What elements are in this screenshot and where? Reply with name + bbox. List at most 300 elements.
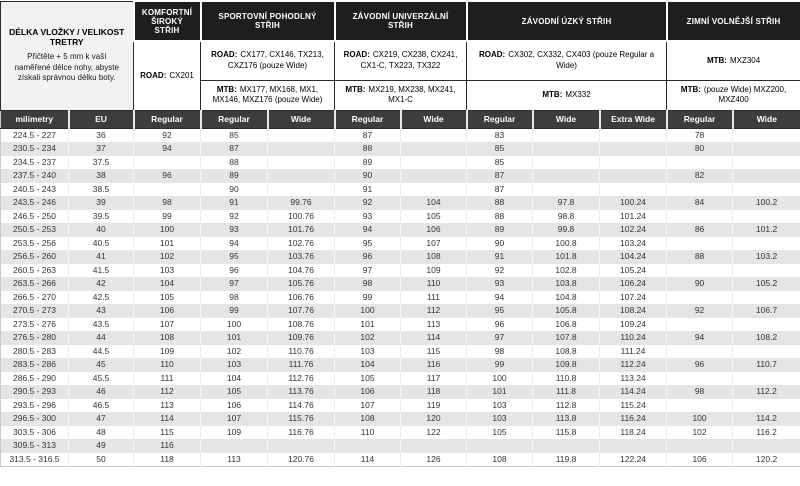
size-value-cell: 120 <box>401 412 467 426</box>
size-value-cell: 113 <box>401 318 467 332</box>
size-value-cell: 106 <box>401 223 467 237</box>
size-value-cell: 87 <box>335 128 401 142</box>
size-value-cell: 110.24 <box>600 331 667 345</box>
eu-size-cell: 49 <box>69 439 134 453</box>
table-row <box>1 426 800 440</box>
mm-range-cell: 263.5 - 266 <box>1 277 69 291</box>
size-value-cell: 98 <box>467 345 533 359</box>
size-value-cell: 103.24 <box>600 237 667 251</box>
table-row <box>1 345 800 359</box>
model-list: CX201 <box>169 70 194 80</box>
size-value-cell: 106.76 <box>268 291 335 305</box>
model-list: CX219, CX238, CX241, CX1-C, TX223, TX322 <box>360 50 458 70</box>
size-value-cell: 96 <box>134 169 201 183</box>
mm-range-cell: 240.5 - 243 <box>1 183 69 197</box>
size-value-cell: 115.24 <box>600 399 667 413</box>
eu-size-cell: 42.5 <box>69 291 134 305</box>
size-value-cell: 102 <box>667 426 733 440</box>
size-value-cell: 108 <box>467 453 533 467</box>
models-sport-road <box>201 41 335 80</box>
size-value-cell <box>533 169 600 183</box>
size-value-cell: 103 <box>467 399 533 413</box>
size-value-cell: 99 <box>467 358 533 372</box>
size-value-cell: 113.76 <box>268 385 335 399</box>
subheader-fit-regular: Regular <box>667 110 733 128</box>
size-value-cell <box>667 399 733 413</box>
eu-size-cell: 45 <box>69 358 134 372</box>
models-winter-mtb <box>667 41 800 80</box>
mm-range-cell: 237.5 - 240 <box>1 169 69 183</box>
table-row <box>1 291 800 305</box>
size-value-cell: 113.24 <box>600 372 667 386</box>
size-value-cell: 107 <box>335 399 401 413</box>
mm-range-cell: 260.5 - 263 <box>1 264 69 278</box>
size-value-cell <box>733 210 800 224</box>
size-value-cell <box>667 372 733 386</box>
size-value-cell: 104.8 <box>533 291 600 305</box>
table-row <box>1 250 800 264</box>
size-value-cell: 98 <box>134 196 201 210</box>
size-value-cell: 116 <box>134 439 201 453</box>
subheader-fit-wide: Wide <box>733 110 800 128</box>
size-value-cell: 111.76 <box>268 358 335 372</box>
size-value-cell: 119 <box>401 399 467 413</box>
size-value-cell: 114.76 <box>268 399 335 413</box>
size-value-cell <box>733 399 800 413</box>
size-value-cell: 106.8 <box>533 318 600 332</box>
insole-info-cell <box>1 1 134 110</box>
size-value-cell: 116.24 <box>600 412 667 426</box>
size-value-cell <box>401 156 467 170</box>
size-value-cell: 110 <box>134 358 201 372</box>
size-value-cell: 101.8 <box>533 250 600 264</box>
size-value-cell: 104 <box>401 196 467 210</box>
size-value-cell: 105 <box>401 210 467 224</box>
eu-size-cell: 41 <box>69 250 134 264</box>
size-value-cell: 108.2 <box>733 331 800 345</box>
size-value-cell <box>733 372 800 386</box>
size-value-cell: 110.7 <box>733 358 800 372</box>
size-value-cell <box>600 169 667 183</box>
size-value-cell <box>401 439 467 453</box>
size-value-cell <box>733 291 800 305</box>
size-value-cell: 102 <box>134 250 201 264</box>
size-value-cell: 94 <box>467 291 533 305</box>
size-value-cell: 90 <box>667 277 733 291</box>
size-value-cell <box>733 318 800 332</box>
table-row <box>1 223 800 237</box>
table-row <box>1 358 800 372</box>
table-row <box>1 128 800 142</box>
size-value-cell: 116 <box>401 358 467 372</box>
eu-size-cell: 46 <box>69 385 134 399</box>
size-value-cell: 106 <box>667 453 733 467</box>
size-value-cell: 110.8 <box>533 372 600 386</box>
table-row <box>1 318 800 332</box>
size-value-cell: 80 <box>667 142 733 156</box>
size-value-cell: 101.2 <box>733 223 800 237</box>
table-row <box>1 439 800 453</box>
size-value-cell: 111 <box>401 291 467 305</box>
size-value-cell: 101.24 <box>600 210 667 224</box>
size-value-cell: 105 <box>134 291 201 305</box>
size-value-cell <box>667 237 733 251</box>
size-value-cell: 95 <box>467 304 533 318</box>
size-value-cell: 102.76 <box>268 237 335 251</box>
eu-size-cell: 41.5 <box>69 264 134 278</box>
size-value-cell: 110 <box>401 277 467 291</box>
subheader-fit-regular: Regular <box>467 110 533 128</box>
table-row <box>1 169 800 183</box>
models-narrow-mtb <box>467 80 667 110</box>
size-value-cell: 82 <box>667 169 733 183</box>
size-value-cell <box>268 183 335 197</box>
mm-range-cell: 234.5 - 237 <box>1 156 69 170</box>
size-value-cell: 103 <box>134 264 201 278</box>
mm-range-cell: 286.5 - 290 <box>1 372 69 386</box>
size-value-cell: 104 <box>201 372 268 386</box>
model-prefix: ROAD: <box>343 50 370 60</box>
size-value-cell: 93 <box>467 277 533 291</box>
eu-size-cell: 42 <box>69 277 134 291</box>
size-value-cell <box>600 183 667 197</box>
size-value-cell <box>467 439 533 453</box>
size-value-cell: 91 <box>201 196 268 210</box>
size-value-cell: 87 <box>201 142 268 156</box>
size-value-cell: 91 <box>467 250 533 264</box>
size-value-cell: 90 <box>335 169 401 183</box>
size-value-cell: 103.8 <box>533 277 600 291</box>
size-value-cell: 109 <box>401 264 467 278</box>
mm-range-cell: 253.5 - 256 <box>1 237 69 251</box>
size-value-cell: 109 <box>201 426 268 440</box>
model-list: MX332 <box>565 89 591 99</box>
size-value-cell: 98 <box>335 277 401 291</box>
size-value-cell: 100 <box>335 304 401 318</box>
model-list: MX219, MX238, MX241, MX1-C <box>368 84 456 104</box>
size-value-cell: 114 <box>335 453 401 467</box>
size-value-cell <box>667 156 733 170</box>
size-value-cell: 88 <box>467 210 533 224</box>
size-value-cell: 109 <box>134 345 201 359</box>
size-value-cell <box>667 210 733 224</box>
size-value-cell: 103 <box>335 345 401 359</box>
size-value-cell <box>733 345 800 359</box>
size-value-cell: 92 <box>335 196 401 210</box>
size-value-cell: 103.76 <box>268 250 335 264</box>
subheader-millimeters: milimetry <box>1 110 69 128</box>
size-value-cell: 112.2 <box>733 385 800 399</box>
size-value-cell: 100 <box>134 223 201 237</box>
size-value-cell: 108.8 <box>533 345 600 359</box>
size-value-cell: 109.76 <box>268 331 335 345</box>
eu-size-cell: 39 <box>69 196 134 210</box>
model-prefix: MTB: <box>542 89 563 99</box>
eu-size-cell: 43.5 <box>69 318 134 332</box>
category-race-narrow: ZÁVODNÍ ÚZKÝ STŘIH <box>467 1 667 41</box>
size-value-cell: 96 <box>201 264 268 278</box>
size-value-cell: 100.2 <box>733 196 800 210</box>
size-value-cell <box>268 142 335 156</box>
table-row <box>1 372 800 386</box>
mm-range-cell: 250.5 - 253 <box>1 223 69 237</box>
size-value-cell: 111 <box>134 372 201 386</box>
size-value-cell: 103 <box>467 412 533 426</box>
size-value-cell: 102 <box>335 331 401 345</box>
size-value-cell <box>733 439 800 453</box>
size-value-cell: 108.76 <box>268 318 335 332</box>
size-value-cell: 89 <box>335 156 401 170</box>
size-value-cell <box>600 156 667 170</box>
table-row <box>1 156 800 170</box>
size-value-cell: 113 <box>134 399 201 413</box>
subheader-row <box>1 110 800 128</box>
mm-range-cell: 230.5 - 234 <box>1 142 69 156</box>
size-value-cell: 92 <box>201 210 268 224</box>
category-sport-comfort: SPORTOVNÍ POHODLNÝ STŘIH <box>201 1 335 41</box>
size-value-cell <box>733 142 800 156</box>
size-value-cell <box>134 156 201 170</box>
size-value-cell: 111.8 <box>533 385 600 399</box>
eu-size-cell: 45.5 <box>69 372 134 386</box>
size-value-cell <box>533 183 600 197</box>
mm-range-cell: 270.5 - 273 <box>1 304 69 318</box>
model-list: CX302, CX332, CX403 (pouze Regular a Wide) <box>508 50 655 70</box>
size-value-cell: 97.8 <box>533 196 600 210</box>
size-value-cell <box>733 156 800 170</box>
size-value-cell: 104.76 <box>268 264 335 278</box>
size-value-cell: 120.2 <box>755 453 778 464</box>
size-value-cell <box>533 156 600 170</box>
size-value-cell: 106 <box>134 304 201 318</box>
table-row <box>1 453 800 467</box>
size-value-cell: 102.8 <box>533 264 600 278</box>
eu-size-cell: 46.5 <box>69 399 134 413</box>
size-value-cell: 115 <box>134 426 201 440</box>
mm-range-cell: 243.5 - 246 <box>1 196 69 210</box>
insole-info-title: DÉLKA VLOŽKY / VELIKOST TRETRY <box>9 26 125 47</box>
size-value-cell: 100.8 <box>533 237 600 251</box>
mm-range-cell: 224.5 - 227 <box>1 128 69 142</box>
size-value-cell: 96 <box>335 250 401 264</box>
size-value-cell <box>600 128 667 142</box>
size-value-cell <box>667 291 733 305</box>
size-value-cell: 87 <box>467 183 533 197</box>
subheader-fit-regular: Regular <box>201 110 268 128</box>
model-list: CX177, CX146, TX213, CXZ176 (pouze Wide) <box>227 50 324 70</box>
size-value-cell <box>667 439 733 453</box>
size-value-cell: 101.76 <box>268 223 335 237</box>
size-value-cell: 90 <box>467 237 533 251</box>
mm-range-cell: 303.5 - 306 <box>1 426 69 440</box>
size-value-cell: 83 <box>467 128 533 142</box>
size-value-cell: 115 <box>401 345 467 359</box>
size-value-cell: 103 <box>201 358 268 372</box>
size-value-cell: 95 <box>201 250 268 264</box>
size-value-cell: 114.2 <box>733 412 800 426</box>
mm-range-cell: 280.5 - 283 <box>1 345 69 359</box>
size-value-cell: 106.7 <box>733 304 800 318</box>
size-value-cell <box>268 439 335 453</box>
size-value-cell <box>401 183 467 197</box>
size-value-cell: 105.24 <box>600 264 667 278</box>
size-value-cell: 94 <box>335 223 401 237</box>
model-prefix: MTB: <box>706 55 727 65</box>
table-row <box>1 385 800 399</box>
size-value-cell: 99 <box>134 210 201 224</box>
size-value-cell: 104 <box>134 277 201 291</box>
table-row <box>1 304 800 318</box>
table-row <box>1 399 800 413</box>
eu-size-cell: 38 <box>69 169 134 183</box>
eu-size-cell: 38.5 <box>69 183 134 197</box>
model-list: (pouze Wide) MXZ200, MXZ400 <box>703 84 787 104</box>
size-value-cell: 95 <box>335 237 401 251</box>
size-value-cell: 119.8 <box>533 453 600 467</box>
size-value-cell: 113 <box>201 453 268 467</box>
eu-size-cell: 36 <box>69 128 134 142</box>
size-value-cell <box>533 439 600 453</box>
size-value-cell: 98 <box>201 291 268 305</box>
size-value-cell <box>401 128 467 142</box>
size-value-cell: 105.76 <box>268 277 335 291</box>
size-value-cell: 116.2 <box>756 426 777 437</box>
size-value-cell: 89 <box>467 223 533 237</box>
table-row <box>1 196 800 210</box>
eu-size-cell: 40.5 <box>69 237 134 251</box>
insole-info-description: Přičtěte + 5 mm k vaší naměřené délce nohy, abyste získali správnou délku boty. <box>14 51 119 83</box>
size-value-cell <box>268 156 335 170</box>
size-value-cell: 94 <box>667 331 733 345</box>
size-value-cell: 113.8 <box>533 412 600 426</box>
size-value-cell: 118 <box>401 385 467 399</box>
table-row <box>1 277 800 291</box>
size-value-cell: 107 <box>134 318 201 332</box>
model-prefix: ROAD: <box>478 50 506 60</box>
size-value-cell: 110 <box>335 426 401 440</box>
table-row <box>1 210 800 224</box>
size-value-cell: 85 <box>201 128 268 142</box>
mm-range-cell: 296.5 - 300 <box>1 412 69 426</box>
model-prefix: MTB: <box>680 84 701 94</box>
size-value-cell: 84 <box>667 196 733 210</box>
size-value-cell: 115.76 <box>268 412 335 426</box>
size-value-cell: 106 <box>335 385 401 399</box>
size-value-cell: 107 <box>401 237 467 251</box>
size-value-cell: 112.24 <box>600 358 667 372</box>
subheader-eu: EU <box>69 110 134 128</box>
category-winter-loose: ZIMNÍ VOLNĚJŠÍ STŘIH <box>667 1 800 41</box>
size-value-cell: 87 <box>467 169 533 183</box>
size-value-cell <box>533 142 600 156</box>
size-value-cell <box>667 264 733 278</box>
model-prefix: ROAD: <box>211 50 238 60</box>
size-value-cell: 117 <box>401 372 467 386</box>
size-value-cell <box>268 128 335 142</box>
size-value-cell: 94 <box>134 142 201 156</box>
size-value-cell: 96 <box>667 358 733 372</box>
size-value-cell: 114 <box>401 331 467 345</box>
size-value-cell <box>134 183 201 197</box>
models-comfort <box>134 41 201 110</box>
size-value-cell <box>201 439 268 453</box>
size-value-cell <box>401 142 467 156</box>
size-value-cell <box>600 439 667 453</box>
mm-range-cell: 256.5 - 260 <box>1 250 69 264</box>
size-value-cell: 108.24 <box>600 304 667 318</box>
size-value-cell: 78 <box>667 128 733 142</box>
size-value-cell: 118 <box>134 453 201 467</box>
size-value-cell: 92 <box>667 304 733 318</box>
mm-range-cell: 246.5 - 250 <box>1 210 69 224</box>
size-value-cell <box>268 169 335 183</box>
size-value-cell <box>401 169 467 183</box>
model-list: MX177, MX168, MX1, MX146, MXZ176 (pouze Wide) <box>212 84 323 104</box>
size-value-cell: 112.76 <box>268 372 335 386</box>
size-value-cell: 92 <box>134 128 201 142</box>
size-value-cell: 104 <box>335 358 401 372</box>
table-row <box>1 331 800 345</box>
size-value-cell: 109.8 <box>533 358 600 372</box>
size-value-cell: 97 <box>467 331 533 345</box>
size-value-cell: 107.24 <box>600 291 667 305</box>
model-prefix: ROAD: <box>140 70 167 80</box>
size-value-cell: 88 <box>467 196 533 210</box>
size-value-cell: 111.24 <box>600 345 667 359</box>
size-value-cell: 85 <box>467 156 533 170</box>
size-value-cell: 120.76 <box>268 453 335 467</box>
size-value-cell: 97 <box>201 277 268 291</box>
size-value-cell: 108 <box>401 250 467 264</box>
models-universal-road <box>335 41 467 80</box>
size-value-cell: 105.8 <box>533 304 600 318</box>
mm-range-cell: 273.5 - 276 <box>1 318 69 332</box>
eu-size-cell: 50 <box>69 453 134 467</box>
size-value-cell: 93 <box>201 223 268 237</box>
size-value-cell <box>733 169 800 183</box>
mm-range-cell: 293.5 - 296 <box>1 399 69 413</box>
size-value-cell: 101 <box>201 331 268 345</box>
size-value-cell: 100 <box>201 318 268 332</box>
size-value-cell: 86 <box>667 223 733 237</box>
size-value-cell <box>667 345 733 359</box>
size-value-cell: 114 <box>134 412 201 426</box>
models-narrow-road <box>467 41 667 80</box>
category-comfort-wide: KOMFORTNÍ ŠIROKÝ STŘIH <box>134 1 201 41</box>
size-value-cell: 93 <box>335 210 401 224</box>
size-value-cell: 108 <box>335 412 401 426</box>
size-value-cell: 97 <box>335 264 401 278</box>
size-value-cell <box>667 318 733 332</box>
table-row <box>1 264 800 278</box>
models-sport-mtb <box>201 80 335 110</box>
table-row <box>1 237 800 251</box>
size-value-cell: 89 <box>201 169 268 183</box>
size-value-cell: 114.24 <box>600 385 667 399</box>
size-rows <box>1 128 800 467</box>
size-value-cell: 85 <box>467 142 533 156</box>
eu-size-cell: 37 <box>69 142 134 156</box>
table-row <box>1 142 800 156</box>
size-value-cell: 92 <box>467 264 533 278</box>
size-value-cell: 112 <box>401 304 467 318</box>
size-value-cell: 100.24 <box>600 196 667 210</box>
mm-range-cell: 266.5 - 270 <box>1 291 69 305</box>
category-race-universal: ZÁVODNÍ UNIVERZÁLNÍ STŘIH <box>335 1 467 41</box>
size-value-cell: 106.24 <box>600 277 667 291</box>
size-value-cell: 122 <box>401 426 467 440</box>
subheader-fit-extra-wide: Extra Wide <box>600 110 667 128</box>
